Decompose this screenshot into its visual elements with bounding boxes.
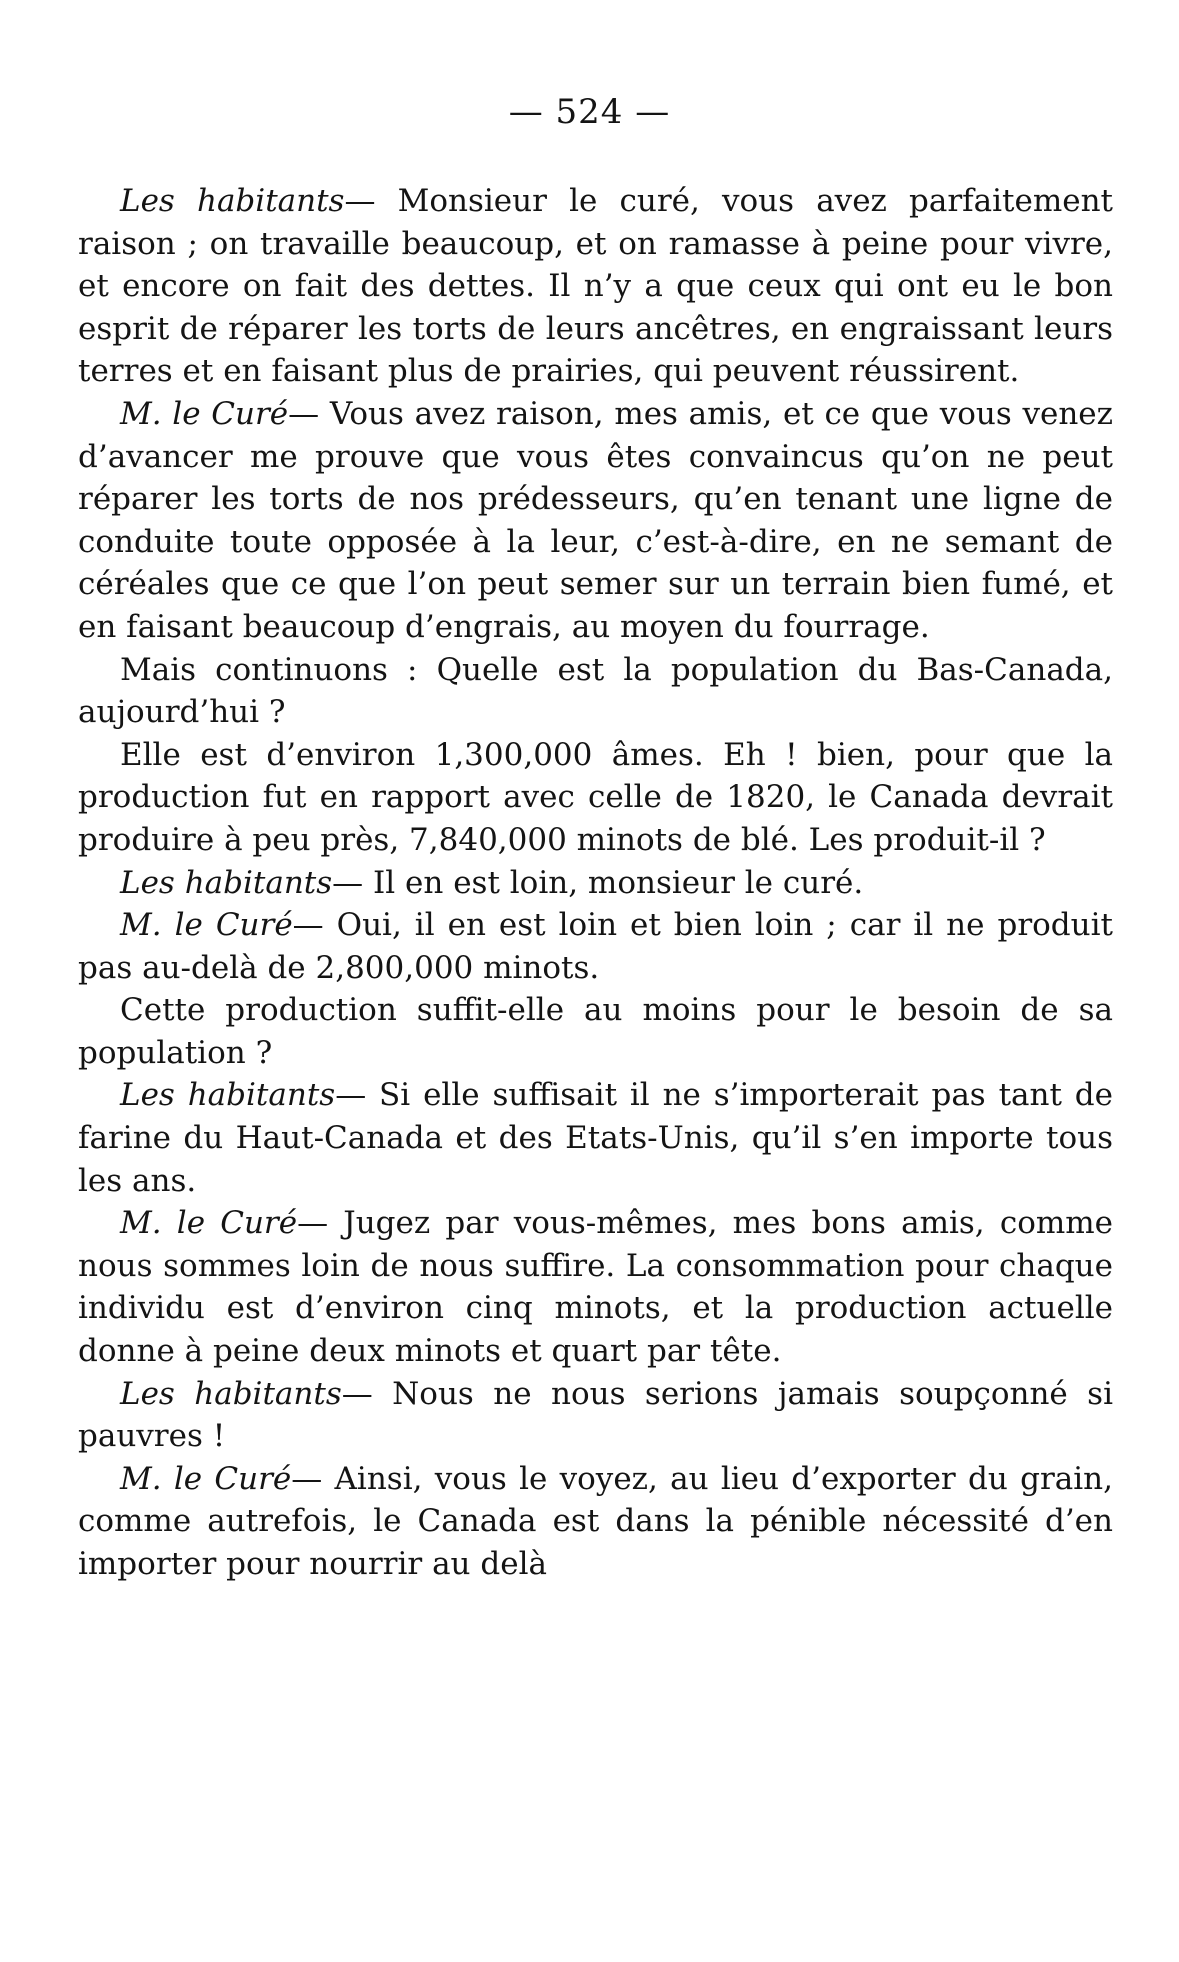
paragraph-text: — Oui, il en est loin et bien loin ; car il ne produit pas au-delà de 2,800,000 minots. <box>78 907 1113 986</box>
paragraph-text: — Vous avez raison, mes amis, et ce que vous venez d’avancer me prouve que vous êtes convaincus qu’on ne peut réparer les torts de nos prédesseurs, qu’en tenant une ligne de conduite toute opposée à la leur, c’est-à-dire, en ne semant de céréales que ce que l’on peut semer sur un terrain bien fumé, et en faisant beaucoup d’engrais, au moyen du fourrage. <box>78 395 1113 645</box>
paragraph-text: Mais continuons : Quelle est la population du Bas-Canada, aujourd’hui ? <box>78 651 1113 731</box>
paragraph <box>78 393 1113 649</box>
paragraph-text: — Il en est loin, monsieur le curé. <box>332 864 864 901</box>
paragraph <box>78 1458 1113 1586</box>
paragraph <box>78 904 1113 989</box>
page-number: — 524 — <box>508 92 671 132</box>
paragraph <box>78 862 1113 905</box>
paragraph <box>78 989 1113 1074</box>
body-text <box>78 180 1113 1586</box>
speaker-label: Les habitants <box>120 1375 342 1412</box>
paragraph-text: — Jugez par vous-mêmes, mes bons amis, comme nous sommes loin de nous suffire. La consommation pour chaque individu est d’environ cinq minots, et la production actuelle donne à peine deux minots et quart par tête. <box>78 1205 1113 1370</box>
paragraph <box>78 1373 1113 1458</box>
paragraph-text: — Ainsi, vous le voyez, au lieu d’exporter du grain, comme autrefois, le Canada est dans la pénible nécessité d’en importer pour nourrir au delà <box>78 1460 1113 1582</box>
speaker-label: M. le Curé <box>120 1205 298 1242</box>
speaker-label: Les habitants <box>120 1077 336 1114</box>
paragraph <box>78 1074 1113 1202</box>
paragraph <box>78 649 1113 734</box>
paragraph-text: Elle est d’environ 1,300,000 âmes. Eh ! bien, pour que la production fut en rapport avec celle de 1820, le Canada devrait produire à peu près, 7,840,000 minots de blé. Les produit-il ? <box>78 736 1113 858</box>
paragraph <box>78 734 1113 862</box>
speaker-label: Les habitants <box>120 183 345 219</box>
speaker-label: M. le Curé <box>120 395 289 432</box>
paragraph-text: — Nous ne nous serions jamais soupçonné si pauvres ! <box>78 1375 1114 1455</box>
paragraph <box>78 1202 1113 1372</box>
speaker-label: Les habitants <box>120 864 333 901</box>
paragraph-text: — Si elle suffisait il ne s’importerait pas tant de farine du Haut-Canada et des Etats-Unis, qu’il s’en importe tous les ans. <box>78 1077 1113 1199</box>
speaker-label: M. le Curé <box>120 907 293 944</box>
speaker-label: M. le Curé <box>120 1460 292 1497</box>
paragraph-text: Cette production suffit-elle au moins pour le besoin de sa population ? <box>78 992 1113 1071</box>
paragraph <box>78 180 1113 393</box>
paragraph-text: — Monsieur le curé, vous avez parfaitement raison ; on travaille beaucoup, et on ramasse à peine pour vivre, et encore on fait des dettes. Il n’y a que ceux qui ont eu le bon esprit de réparer les torts de leurs ancêtres, en engraissant leurs terres et en faisant plus de prairies, qui peuvent réussirent. <box>78 183 1113 390</box>
